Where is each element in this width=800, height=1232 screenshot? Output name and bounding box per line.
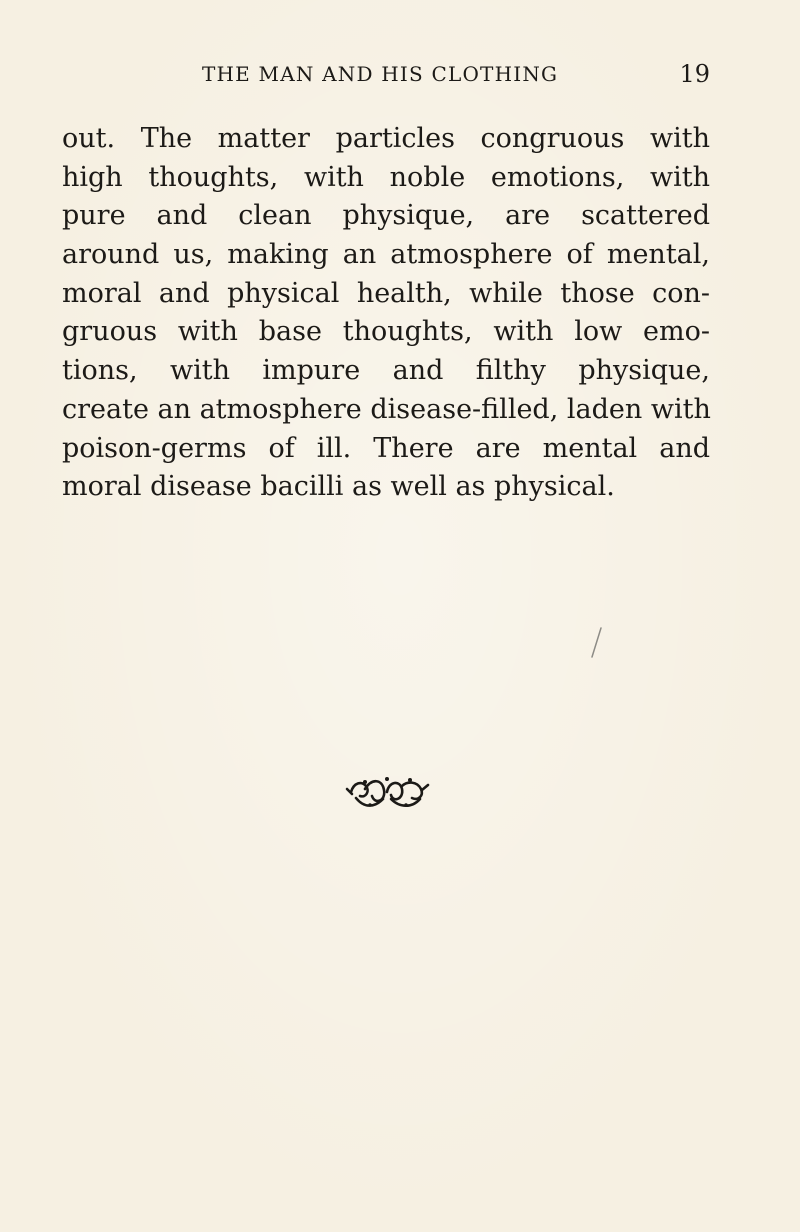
printers-flourish-icon bbox=[344, 774, 430, 812]
text-line: high thoughts, with noble emotions, with bbox=[62, 161, 710, 193]
text-line: around us, making an atmosphere of mental, bbox=[62, 239, 710, 271]
text-line: gruous with base thoughts, with low emo- bbox=[62, 316, 710, 348]
text-line: create an atmosphere disease-filled, laden with bbox=[62, 393, 711, 425]
text-line: tions, with impure and filthy physique, bbox=[62, 355, 710, 387]
text-line: moral disease bacilli as well as physical. bbox=[62, 471, 615, 503]
pencil-slash-mark bbox=[588, 626, 604, 660]
running-head bbox=[62, 60, 710, 90]
text-line: pure and clean physique, are scattered bbox=[62, 200, 710, 232]
body-paragraph bbox=[62, 120, 710, 507]
text-line: out. The matter particles congruous with bbox=[62, 123, 710, 154]
running-title: THE MAN AND HIS CLOTHING bbox=[202, 62, 559, 86]
text-line: poison-germs of ill. There are mental and bbox=[62, 432, 710, 464]
page-number: 19 bbox=[679, 60, 710, 88]
text-line: moral and physical health, while those con- bbox=[62, 277, 710, 309]
